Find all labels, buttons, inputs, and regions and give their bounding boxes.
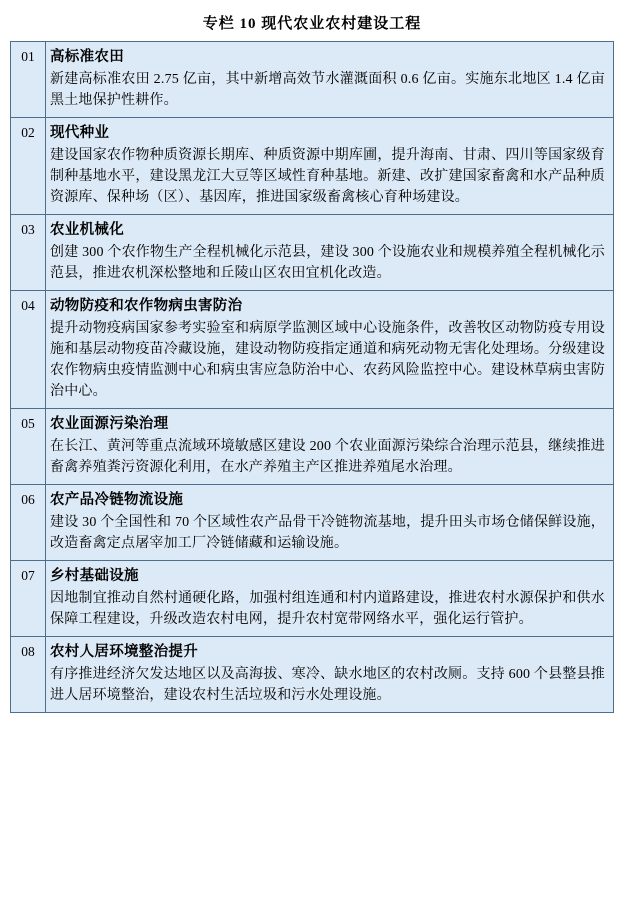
row-body: 因地制宜推动自然村通硬化路，加强村组连通和村内道路建设，推进农村水源保护和供水保障工程建设，升级改造农村电网，提升农村宽带网络水平，强化运行管护。 <box>50 591 605 628</box>
table-body <box>11 42 614 713</box>
row-number: 06 <box>11 485 46 561</box>
row-content <box>46 118 614 215</box>
table-row <box>11 637 614 713</box>
row-content <box>46 409 614 485</box>
row-content <box>46 215 614 291</box>
table-row <box>11 561 614 637</box>
row-heading: 高标准农田 <box>50 49 124 65</box>
row-heading: 农业面源污染治理 <box>50 416 169 433</box>
table-row <box>11 485 614 561</box>
row-content <box>46 637 614 713</box>
table-row <box>11 409 614 485</box>
row-body: 在长江、黄河等重点流域环境敏感区建设 200 个农业面源污染综合治理示范县，继续推进畜禽养殖粪污资源化利用，在水产养殖主产区推进养殖尾水治理。 <box>50 439 605 476</box>
row-content <box>46 42 614 118</box>
row-heading: 农产品冷链物流设施 <box>50 492 184 509</box>
page-title: 专栏 10 现代农业农村建设工程 <box>202 16 422 32</box>
row-body: 创建 300 个农作物生产全程机械化示范县，建设 300 个设施农业和规模养殖全程机械化示范县，推进农机深松整地和丘陵山区农田宜机化改造。 <box>50 245 605 282</box>
row-heading: 农业机械化 <box>50 222 124 239</box>
row-heading: 动物防疫和农作物病虫害防治 <box>50 298 243 315</box>
row-number: 04 <box>11 291 46 409</box>
table-row <box>11 215 614 291</box>
row-number: 02 <box>11 118 46 215</box>
row-number: 07 <box>11 561 46 637</box>
table-row <box>11 118 614 215</box>
table-row <box>11 291 614 409</box>
table-row <box>11 42 614 118</box>
row-number: 01 <box>11 42 46 118</box>
row-body: 有序推进经济欠发达地区以及高海拔、寒冷、缺水地区的农村改厕。支持 600 个县整县推进人居环境整治，建设农村生活垃圾和污水处理设施。 <box>50 667 605 704</box>
row-body: 新建高标准农田 2.75 亿亩，其中新增高效节水灌溉面积 0.6 亿亩。实施东北地区 1.4 亿亩黑土地保护性耕作。 <box>50 72 605 109</box>
row-heading: 乡村基础设施 <box>50 568 139 585</box>
row-body: 提升动物疫病国家参考实验室和病原学监测区域中心设施条件，改善牧区动物防疫专用设施和基层动物疫苗冷藏设施，建设动物防疫指定通道和病死动物无害化处理场。分级建设农作物病虫疫情监测中心和病虫害应急防治中心、农药风险监控中心。建设林草病虫害防治中心。 <box>50 321 605 400</box>
row-content <box>46 291 614 409</box>
row-content <box>46 485 614 561</box>
row-heading: 现代种业 <box>50 125 110 142</box>
row-number: 05 <box>11 409 46 485</box>
projects-table <box>10 41 614 713</box>
row-number: 03 <box>11 215 46 291</box>
row-content <box>46 561 614 637</box>
row-body: 建设 30 个全国性和 70 个区域性农产品骨干冷链物流基地，提升田头市场仓储保鲜设施，改造畜禽定点屠宰加工厂冷链储藏和运输设施。 <box>50 515 605 552</box>
row-heading: 农村人居环境整治提升 <box>50 644 198 661</box>
row-body: 建设国家农作物种质资源长期库、种质资源中期库圃，提升海南、甘肃、四川等国家级育制种基地水平，建设黑龙江大豆等区域性育种基地。新建、改扩建国家畜禽和水产品种质资源库、保种场（区）、基因库，推进国家级畜禽核心育种场建设。 <box>50 148 605 206</box>
row-number: 08 <box>11 637 46 713</box>
